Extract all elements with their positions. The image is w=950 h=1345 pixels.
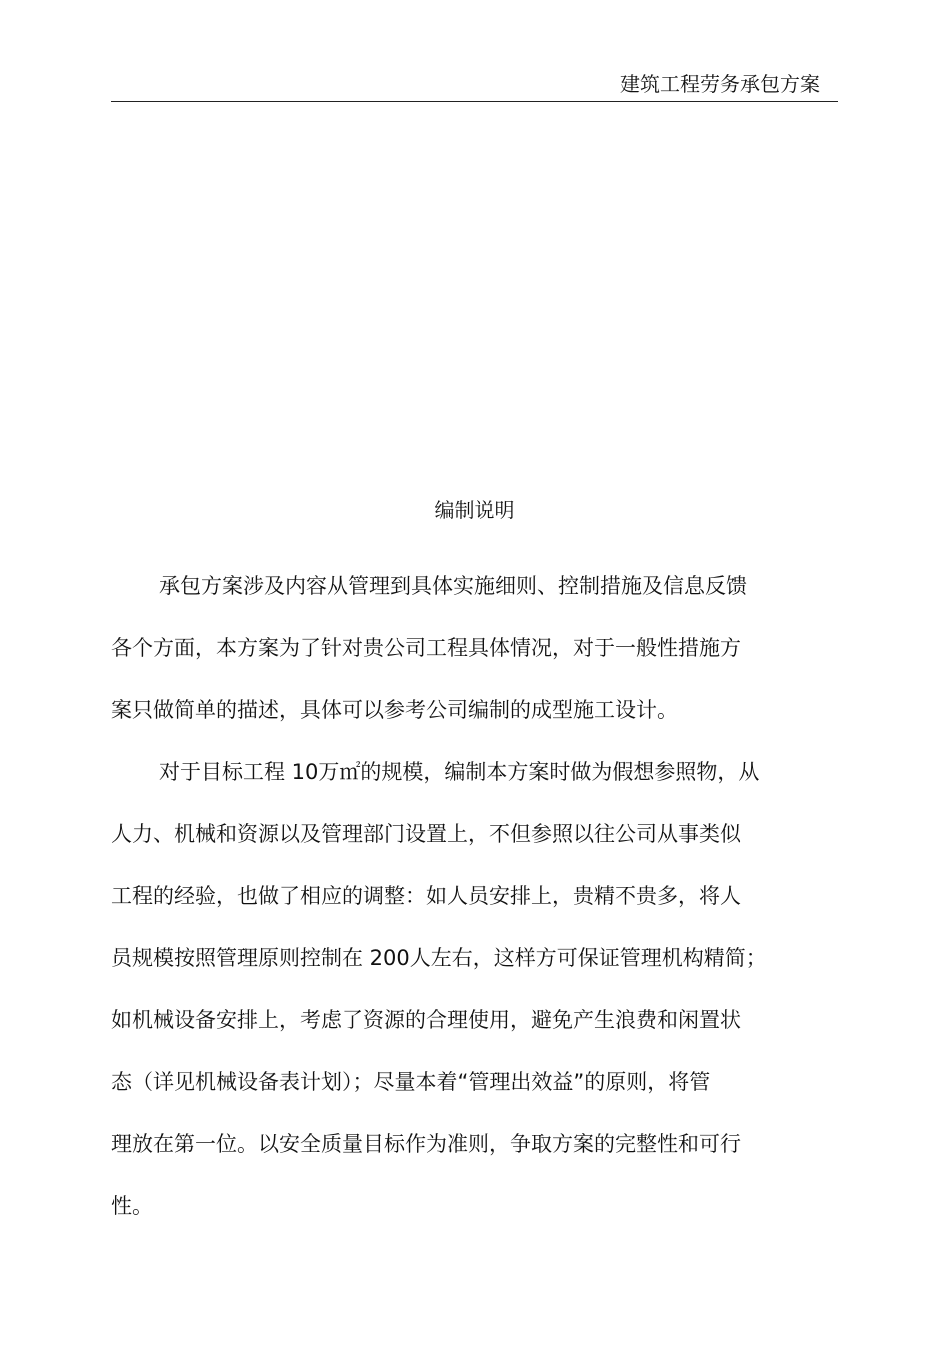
header-divider [111,101,838,102]
paragraph-line: 各个方面，本方案为了针对贵公司工程具体情况，对于一般性措施方 [111,636,741,660]
paragraph-line: 对于目标工程 10万㎡的规模，编制本方案时做为假想参照物，从 [159,760,760,784]
header-title: 建筑工程劳务承包方案 [620,72,820,96]
paragraph-line: 承包方案涉及内容从管理到具体实施细则、控制措施及信息反馈 [159,574,747,598]
paragraph-line: 案只做简单的描述，具体可以参考公司编制的成型施工设计。 [111,698,678,722]
paragraph-line: 性。 [111,1194,153,1218]
section-title: 编制说明 [434,498,515,522]
paragraph-line: 工程的经验，也做了相应的调整：如人员安排上，贵精不贵多，将人 [111,884,741,908]
paragraph-line: 理放在第一位。以安全质量目标作为准则，争取方案的完整性和可行 [111,1132,741,1156]
paragraph-line: 员规模按照管理原则控制在 200人左右，这样方可保证管理机构精简； [111,946,767,970]
paragraph-line: 人力、机械和资源以及管理部门设置上，不但参照以往公司从事类似 [111,822,741,846]
body-text [111,555,811,1237]
paragraph-line: 如机械设备安排上，考虑了资源的合理使用，避免产生浪费和闲置状 [111,1008,741,1032]
paragraph-line: 态（详见机械设备表计划）；尽量本着“管理出效益”的原则，将管 [111,1070,711,1094]
